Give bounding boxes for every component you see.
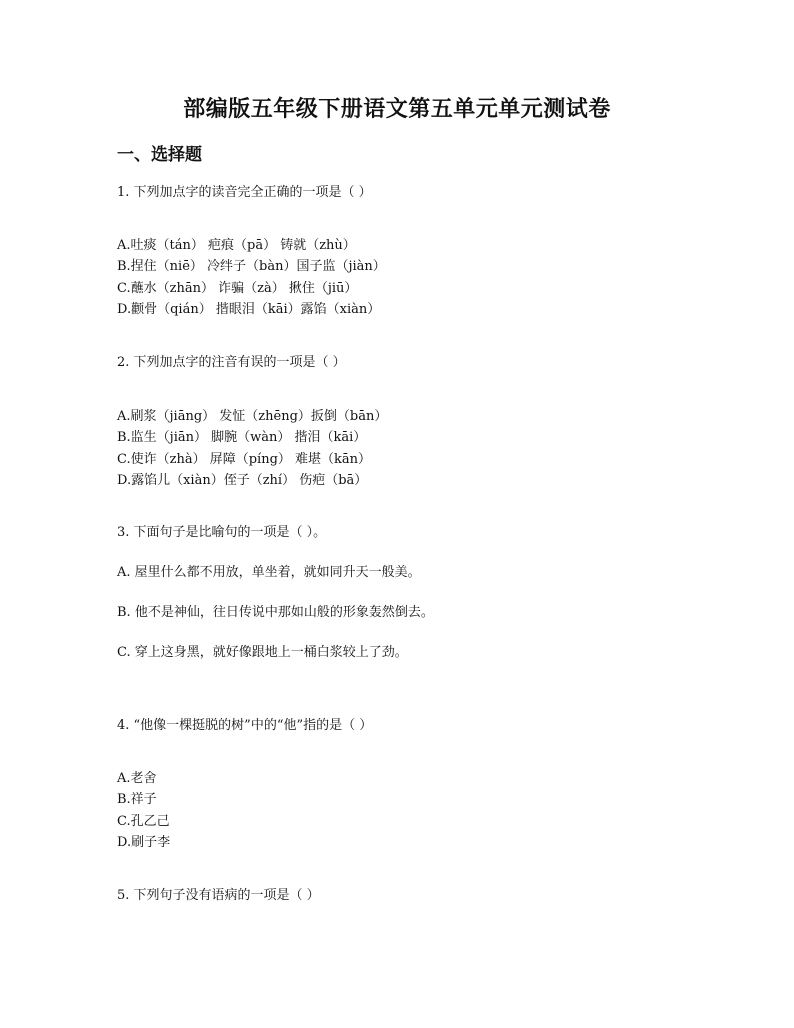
page-title: 部编版五年级下册语文第五单元单元测试卷 bbox=[183, 96, 611, 122]
question-2-stem: 2. 下列加点字的注音有误的一项是（ ） bbox=[117, 355, 346, 370]
question-1-option-d: D.颧骨（qián） 揩眼泪（kāi）露馅（xiàn） bbox=[117, 301, 381, 317]
question-4-option-c: C.孔乙己 bbox=[117, 813, 170, 829]
question-1-option-a: A.吐痰（tán） 疤痕（pā） 铸就（zhù） bbox=[117, 238, 356, 253]
question-4-option-b: B.祥子 bbox=[117, 792, 157, 808]
question-4-option-a: A.老舍 bbox=[117, 771, 157, 786]
question-3-stem: 3. 下面句子是比喻句的一项是（ ）。 bbox=[117, 525, 327, 540]
question-1-option-b: B.捏住（niē） 冷绊子（bàn）国子监（jiàn） bbox=[117, 259, 386, 275]
question-2-option-d: D.露馅儿（xiàn）侄子（zhí） 伤疤（bā） bbox=[117, 472, 368, 488]
question-1-stem: 1. 下列加点字的读音完全正确的一项是（ ） bbox=[117, 185, 372, 200]
question-4-stem: 4. “他像一棵挺脱的树”中的“他”指的是（ ） bbox=[117, 718, 373, 733]
question-2-options bbox=[117, 406, 387, 491]
question-2-option-a: A.刷浆（jiāng） 发怔（zhēng）扳倒（bān） bbox=[117, 409, 388, 424]
question-2-option-c: C.使诈（zhà） 屏障（píng） 难堪（kān） bbox=[117, 451, 372, 467]
section-heading: 一、选择题 bbox=[117, 145, 202, 165]
question-1-options bbox=[117, 235, 386, 320]
question-4-options bbox=[117, 768, 170, 853]
question-3-option-b: B. 他不是神仙，往日传说中那如山般的形象轰然倒去。 bbox=[117, 605, 434, 620]
question-5-stem: 5. 下列句子没有语病的一项是（ ） bbox=[117, 888, 320, 903]
question-2-option-b: B.监生（jiān） 脚腕（wàn） 揩泪（kāi） bbox=[117, 430, 367, 446]
question-3-option-a: A. 屋里什么都不用放，单坐着，就如同升天一般美。 bbox=[117, 565, 421, 580]
question-4-option-d: D.刷子李 bbox=[117, 834, 171, 850]
question-3-option-c: C. 穿上这身黑，就好像跟地上一桶白浆较上了劲。 bbox=[117, 645, 408, 660]
question-1-option-c: C.蘸水（zhān） 诈骗（zà） 揪住（jiū） bbox=[117, 280, 358, 296]
question-3-options bbox=[117, 563, 434, 683]
